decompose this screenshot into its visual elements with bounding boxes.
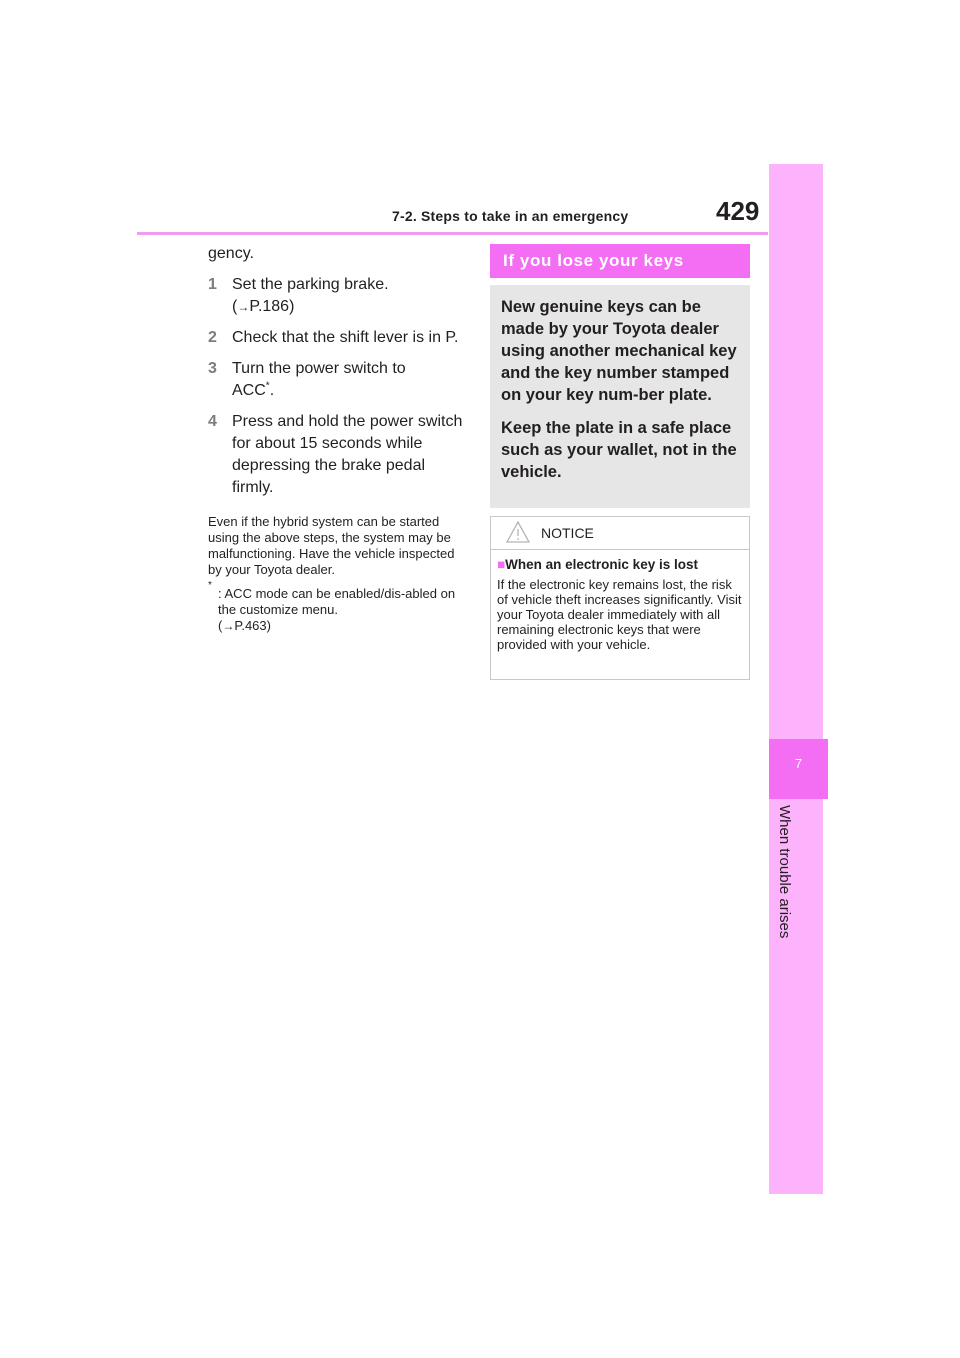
step-number: 2 xyxy=(208,329,217,346)
summary-paragraph: Keep the plate in a safe place such as your wallet, not in the vehicle. xyxy=(501,419,737,481)
left-column xyxy=(208,243,464,634)
footnote-text: : ACC mode can be enabled/dis-abled on the customize menu. xyxy=(218,586,456,617)
warning-triangle-icon xyxy=(506,521,530,548)
notice-text: If the electronic key remains lost, the risk of vehicle theft increases significantly. Visit your Toyota dealer immediately with all remaining electronic keys that were provided with your vehicle. xyxy=(497,577,742,652)
page-number: 429 xyxy=(716,196,760,226)
step-number: 3 xyxy=(208,360,217,377)
chapter-title: When trouble arises xyxy=(776,805,793,939)
step-text: Set the parking brake. xyxy=(232,276,389,293)
header-rule xyxy=(137,232,768,235)
square-bullet-icon: ■ xyxy=(497,557,506,572)
step-3: 3 Turn the power switch to ACC*. xyxy=(208,360,406,399)
step-number: 1 xyxy=(208,276,217,293)
notice-subtitle: ■When an electronic key is lost xyxy=(497,557,698,572)
step-text-acc: ACC xyxy=(232,382,266,399)
step-4 xyxy=(208,411,464,499)
footnote-marker: * xyxy=(265,380,270,392)
arrow-icon: → xyxy=(237,300,250,314)
header-title: 7-2. Steps to take in an emergency xyxy=(392,208,629,224)
step-text: Press and hold the power switch for about 15 seconds while depressing the brake pedal firmly. xyxy=(232,413,463,496)
step-number: 4 xyxy=(208,413,217,430)
arrow-icon: → xyxy=(222,619,235,633)
intro-text: gency. xyxy=(208,245,254,262)
summary-box xyxy=(490,285,750,508)
footnote: * : ACC mode can be enabled/dis-abled on the customize menu. (→P.463) xyxy=(208,580,456,633)
page-ref-link[interactable]: P.186 xyxy=(249,298,290,315)
section-title: If you lose your keys xyxy=(490,244,750,278)
summary-paragraph: New genuine keys can be made by your Toyota dealer using another mechanical key and the key number stamped on your key num-ber plate. xyxy=(501,298,737,404)
notice-label: NOTICE xyxy=(541,525,594,541)
step-text: Turn the power switch to xyxy=(232,360,406,377)
notice-header xyxy=(491,517,749,550)
step-text: Check that the shift lever is in P. xyxy=(232,329,459,346)
page-ref-link[interactable]: P.463 xyxy=(234,618,267,633)
side-tab xyxy=(769,164,823,1194)
chapter-number: 7 xyxy=(794,756,803,771)
step-1: 1 Set the parking brake. (→P.186) xyxy=(208,276,389,315)
step-2 xyxy=(208,327,464,349)
note-text: Even if the hybrid system can be started using the above steps, the system may be malfunctioning. Have the vehicle inspected by your Toyota dealer. xyxy=(208,514,455,577)
notice-box xyxy=(490,516,750,680)
